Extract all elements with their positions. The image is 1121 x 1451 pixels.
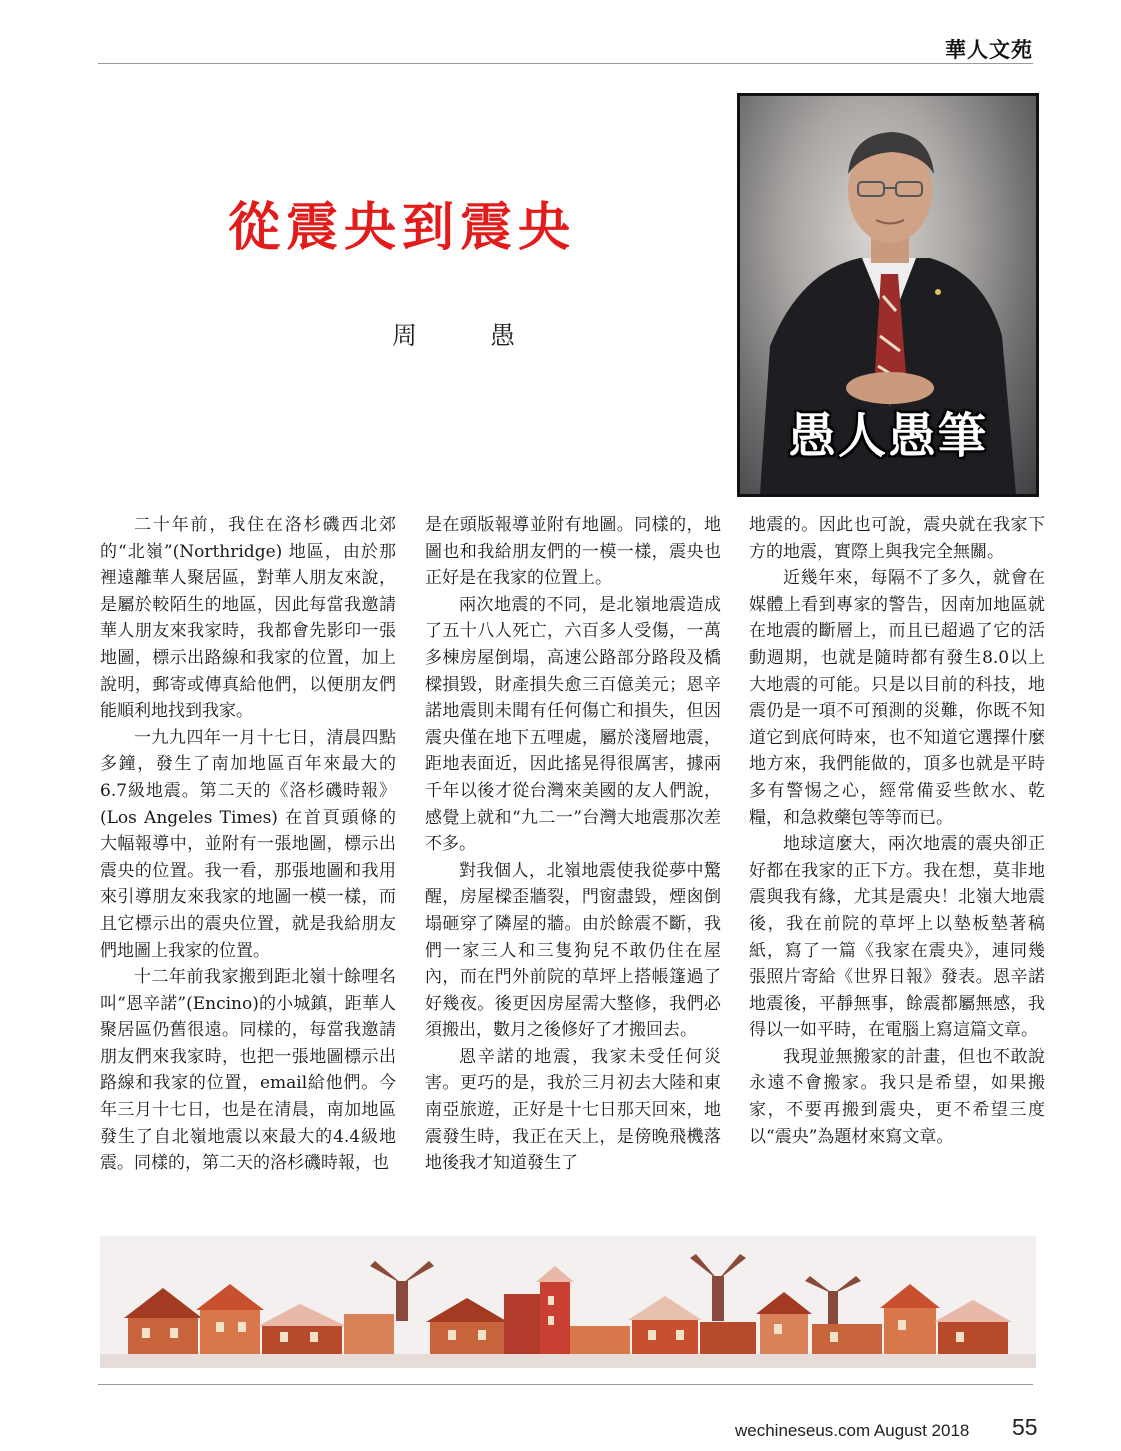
- article-paragraph: 十二年前我家搬到距北嶺十餘哩名叫“恩辛諾”(Encino)的小城鎮，距華人聚居區仍舊很遠。同樣的，每當我邀請朋友們來我家時，也把一張地圖標示出路線和我家的位置，email給他們。今年三月十七日，也是在清晨，南加地區發生了自北嶺地震以來最大的4.4級地震。同樣的，第二天的洛杉磯時報，也: [100, 967, 396, 1174]
- page-number: 55: [1012, 1414, 1038, 1440]
- portrait-photo: [740, 96, 1036, 494]
- header-rule: [98, 63, 1033, 64]
- article-paragraph: 對我個人，北嶺地震使我從夢中驚醒，房屋樑歪牆裂，門窗盡毀，煙囪倒塌砸穿了隣屋的牆。由於餘震不斷，我們一家三人和三隻狗兒不敢仍住在屋內，而在門外前院的草坪上搭帳篷過了好幾夜。後更因房屋需大整修，我們必須搬出，數月之後修好了才搬回去。: [425, 860, 721, 1041]
- footer-rule: [98, 1384, 1033, 1385]
- village-banner-illustration: [100, 1236, 1036, 1368]
- article-paragraph: 一九九四年一月十七日，清晨四點多鐘，發生了南加地區百年來最大的6.7級地震。第二天的《洛杉磯時報》(Los Angeles Times) 在首頁頭條的大幅報導中，並附有一張地圖，標示出震央的位置。我一看，那張地圖和我用來引導朋友來我家的地圖一模一樣，而且它標示出的震央位置，就是我給朋友們地圖上我家的位置。: [100, 727, 396, 961]
- article-column-2: [425, 512, 721, 1177]
- village-houses-image: [100, 1236, 1036, 1368]
- article-paragraph: 地震的。因此也可說，震央就在我家下方的地震，實際上與我完全無關。: [749, 515, 1045, 562]
- article-paragraph: 近幾年來，每隔不了多久，就會在媒體上看到專家的警告，因南加地區就在地震的斷層上，而且已超過了它的活動週期，也就是隨時都有發生8.0以上大地震的可能。只是以目前的科技，地震仍是一項不可預測的災難，你既不知道它到底何時來，也不知道它選擇什麼地方來，我們能做的，頂多也就是平時多有警惕之心，經常備妥些飲水、乾糧，和急救藥包等等而已。: [749, 568, 1045, 828]
- article-paragraph: 是在頭版報導並附有地圖。同樣的，地圖也和我給朋友們的一模一樣，震央也正好是在我家的位置上。: [425, 515, 721, 589]
- author-portrait: [737, 93, 1039, 497]
- article-paragraph: 兩次地震的不同，是北嶺地震造成了五十八人死亡，六百多人受傷，一萬多棟房屋倒塌，高速公路部分路段及橋樑損毀，財產損失愈三百億美元；恩辛諾地震則未聞有任何傷亡和損失，但因震央僅在地下五哩處，屬於淺層地震，距地表面近，因此搖晃得很厲害，據兩千年以後才從台灣來美國的友人們說，感覺上就和“九二一”台灣大地震那次差不多。: [425, 594, 721, 855]
- article-paragraph: 我現並無搬家的計畫，但也不敢說永遠不會搬家。我只是希望，如果搬家，不要再搬到震央，更不希望三度以“震央”為題材來寫文章。: [749, 1046, 1045, 1147]
- magazine-section-name: 華人文苑: [945, 37, 1033, 62]
- article-author: 周 愚: [392, 321, 540, 350]
- article-column-1: [100, 512, 396, 1177]
- article-paragraph: 地球這麼大，兩次地震的震央卻正好都在我家的正下方。我在想，莫非地震與我有緣，尤其是震央！北嶺大地震後，我在前院的草坪上以墊板墊著稿紙，寫了一篇《我家在震央》，連同幾張照片寄給《世界日報》發表。恩辛諾地震後，平靜無事，餘震都屬無感，我得以一如平時，在電腦上寫這篇文章。: [749, 834, 1045, 1041]
- article-title: 從震央到震央: [228, 197, 577, 258]
- article-paragraph: 恩辛諾的地震，我家未受任何災害。更巧的是，我於三月初去大陸和東南亞旅遊，正好是十七日那天回來，地震發生時，我正在天上，是傍晚飛機落地後我才知道發生了: [425, 1046, 721, 1174]
- portrait-caption: 愚人愚筆: [787, 408, 988, 464]
- article-column-3: [749, 512, 1045, 1150]
- article-paragraph: 二十年前，我住在洛杉磯西北郊的“北嶺”(Northridge) 地區，由於那裡遠離華人聚居區，對華人朋友來說，是屬於較陌生的地區，因此每當我邀請華人朋友來我家時，我都會先影印一張地圖，標示出路線和我家的位置，加上說明，郵寄或傳真給他們，以便朋友們能順利地找到我家。: [100, 515, 396, 722]
- footer-site-and-date: wechineseus.com August 2018: [735, 1421, 970, 1440]
